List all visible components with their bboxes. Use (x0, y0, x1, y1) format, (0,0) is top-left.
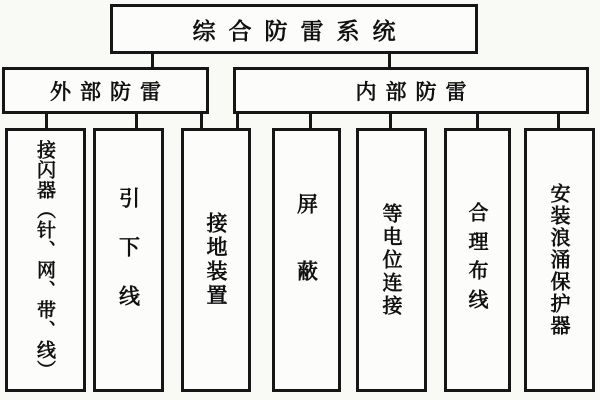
branch-box-internal-protection (233, 67, 589, 114)
leaf-box-grounding-device (181, 128, 251, 392)
root-box-comprehensive-system (110, 4, 478, 54)
branch-box-external-protection (2, 67, 209, 114)
connector-root-to-internal (388, 53, 391, 68)
leaf-box-equipotential-bonding (356, 128, 427, 392)
leaf-air-terminal-label: 接闪器（针、网、带、线） (34, 140, 56, 380)
branch-internal-label: 内部防雷 (355, 79, 476, 104)
leaf-box-air-terminal (5, 128, 86, 392)
branch-external-label: 外部防雷 (50, 79, 170, 104)
connector-internal-to-grounding (236, 112, 239, 129)
connector-internal-to-wiring (476, 112, 479, 129)
connector-internal-to-surge-protector (557, 112, 560, 129)
connector-external-to-grounding (200, 112, 203, 129)
leaf-box-surge-protector (524, 128, 595, 392)
leaf-equipotential-bonding-label: 等电位连接 (379, 202, 403, 318)
leaf-down-conductor-label: 引下线 (116, 186, 141, 334)
connector-external-to-air-terminal (45, 112, 48, 129)
leaf-box-down-conductor (93, 128, 164, 392)
leaf-grounding-device-label: 接地装置 (204, 212, 228, 308)
leaf-shielding-label: 屏蔽 (294, 193, 319, 327)
leaf-reasonable-wiring-label: 合理布线 (465, 202, 489, 318)
root-box-label: 综合防雷系统 (192, 18, 409, 45)
leaf-box-shielding (272, 128, 341, 392)
leaf-box-reasonable-wiring (444, 128, 511, 392)
connector-external-to-down-conductor (135, 112, 138, 129)
connector-internal-to-equipotential (389, 112, 392, 129)
connector-internal-to-shielding (309, 112, 312, 129)
connector-root-to-external (151, 53, 154, 68)
leaf-surge-protector-label: 安装浪涌保护器 (547, 183, 571, 337)
